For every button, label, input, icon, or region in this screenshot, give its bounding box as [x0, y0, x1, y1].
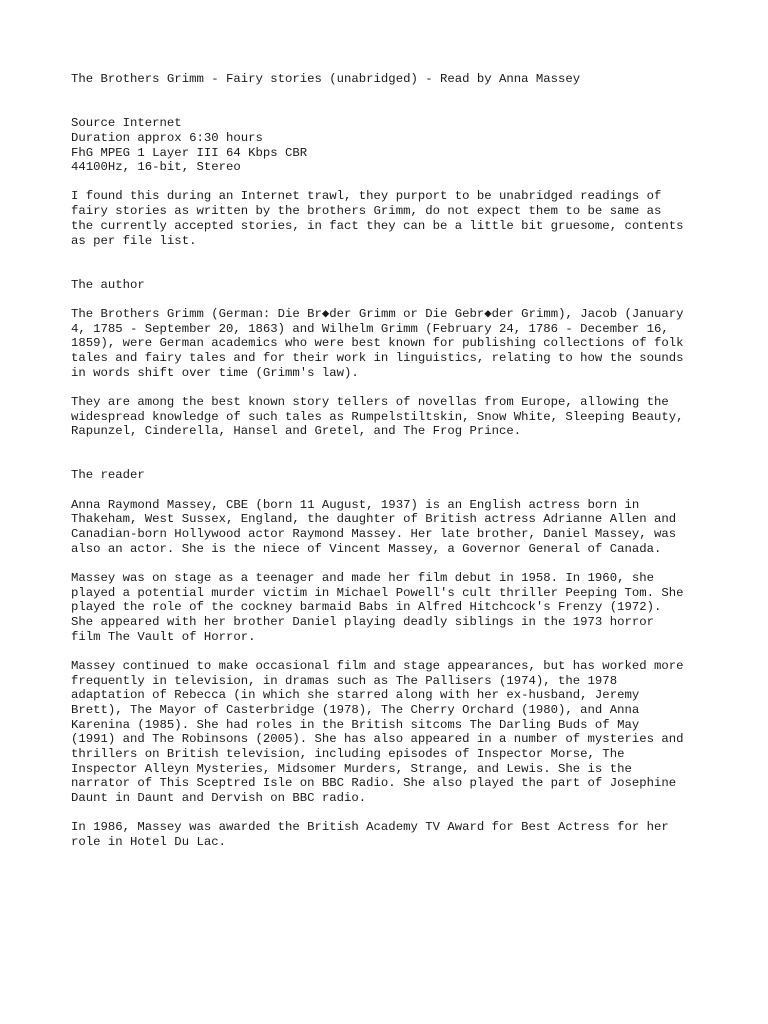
- reader-paragraph-line: Inspector Alleyn Mysteries, Midsomer Murders, Strange, and Lewis. She is the: [71, 762, 632, 776]
- reader-paragraph-line: adaptation of Rebecca (in which she starred along with her ex-husband, Jeremy: [71, 688, 640, 702]
- reader-paragraph-line: played a potential murder victim in Michael Powell's cult thriller Peeping Tom. She: [71, 586, 684, 600]
- author-paragraph-line: The Brothers Grimm (German: Die Br◆der Grimm or Die Gebr◆der Grimm), Jacob (January: [71, 307, 684, 321]
- source-info-line: Source Internet: [71, 116, 182, 130]
- reader-paragraph-line: Karenina (1985). She had roles in the British sitcoms The Darling Buds of May: [71, 718, 640, 732]
- reader-paragraph-line: Massey was on stage as a teenager and made her film debut in 1958. In 1960, she: [71, 571, 654, 585]
- author-paragraph-line: They are among the best known story tellers of novellas from Europe, allowing the: [71, 395, 669, 409]
- reader-paragraph-line: She appeared with her brother Daniel playing deadly siblings in the 1973 horror: [71, 615, 654, 629]
- source-info-line: Duration approx 6:30 hours: [71, 131, 263, 145]
- reader-paragraph-line: Brett), The Mayor of Casterbridge (1978), The Cherry Orchard (1980), and Anna: [71, 703, 640, 717]
- intro-line: I found this during an Internet trawl, they purport to be unabridged readings of: [71, 189, 662, 203]
- reader-paragraph-line: (1991) and The Robinsons (2005). She has also appeared in a number of mysteries and: [71, 732, 684, 746]
- author-heading: The author: [71, 278, 145, 292]
- reader-heading: The reader: [71, 468, 145, 482]
- source-info-line: 44100Hz, 16-bit, Stereo: [71, 160, 241, 174]
- author-paragraph-line: 4, 1785 - September 20, 1863) and Wilhelm Grimm (February 24, 1786 - December 16,: [71, 322, 669, 336]
- reader-paragraph-line: narrator of This Sceptred Isle on BBC Radio. She also played the part of Josephine: [71, 776, 677, 790]
- reader-paragraph-line: Thakeham, West Sussex, England, the daughter of British actress Adrianne Allen and: [71, 512, 677, 526]
- reader-paragraph-line: film The Vault of Horror.: [71, 630, 256, 644]
- document-title: The Brothers Grimm - Fairy stories (unabridged) - Read by Anna Massey: [71, 72, 581, 86]
- source-info-line: FhG MPEG 1 Layer III 64 Kbps CBR: [71, 146, 308, 160]
- reader-paragraph-line: In 1986, Massey was awarded the British Academy TV Award for Best Actress for her: [71, 820, 669, 834]
- reader-paragraph-line: played the role of the cockney barmaid Babs in Alfred Hitchcock's Frenzy (1972).: [71, 600, 662, 614]
- author-paragraph-line: in words shift over time (Grimm's law).: [71, 366, 359, 380]
- author-paragraph-line: 1859), were German academics who were best known for publishing collections of folk: [71, 336, 684, 350]
- author-paragraph-line: tales and fairy tales and for their work in linguistics, relating to how the sounds: [71, 351, 684, 365]
- reader-paragraph-line: also an actor. She is the niece of Vincent Massey, a Governor General of Canada.: [71, 542, 662, 556]
- author-paragraph-line: widespread knowledge of such tales as Rumpelstiltskin, Snow White, Sleeping Beauty,: [71, 410, 684, 424]
- reader-paragraph-line: frequently in television, in dramas such as The Pallisers (1974), the 1978: [71, 674, 618, 688]
- intro-line: the currently accepted stories, in fact they can be a little bit gruesome, contents: [71, 219, 684, 233]
- reader-paragraph-line: Anna Raymond Massey, CBE (born 11 August, 1937) is an English actress born in: [71, 498, 640, 512]
- reader-paragraph-line: Daunt in Daunt and Dervish on BBC radio.: [71, 791, 367, 805]
- intro-line: as per file list.: [71, 234, 197, 248]
- author-paragraph-line: Rapunzel, Cinderella, Hansel and Gretel, and The Frog Prince.: [71, 424, 522, 438]
- reader-paragraph-line: Canadian-born Hollywood actor Raymond Massey. Her late brother, Daniel Massey, was: [71, 527, 677, 541]
- intro-line: fairy stories as written by the brothers Grimm, do not expect them to be same as: [71, 204, 662, 218]
- reader-paragraph-line: role in Hotel Du Lac.: [71, 835, 226, 849]
- reader-paragraph-line: thrillers on British television, including episodes of Inspector Morse, The: [71, 747, 625, 761]
- reader-paragraph-line: Massey continued to make occasional film and stage appearances, but has worked more: [71, 659, 684, 673]
